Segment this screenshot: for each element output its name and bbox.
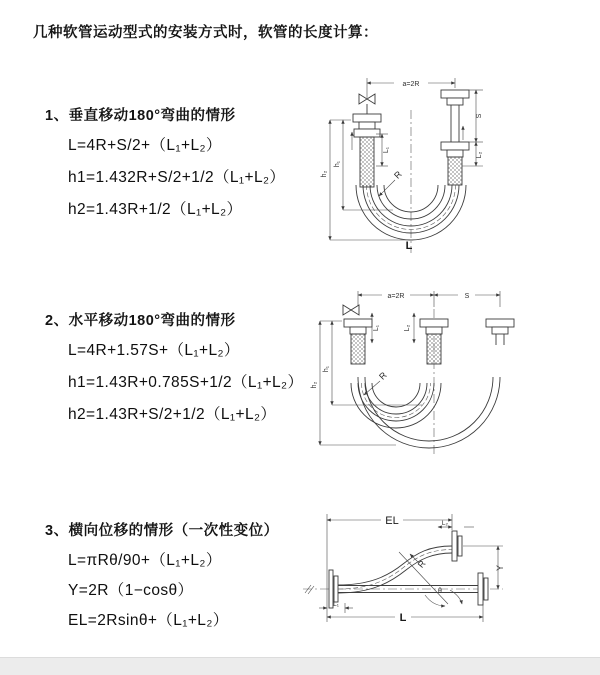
dimension-s: [434, 293, 500, 300]
dim-label-l1: L₁: [373, 324, 380, 332]
dim-label-l2: L₂: [441, 520, 449, 527]
dim-label-a2r: a=2R: [387, 293, 405, 300]
section-1-formula-h1: h1=1.432R+S/2+1/2（L₁+L₂）: [68, 169, 286, 186]
dim-label-L: L: [399, 612, 407, 624]
dim-label-h2: h₂: [311, 381, 318, 389]
dim-label-h1: h₁: [334, 160, 341, 168]
angle-theta: [425, 588, 462, 606]
section-1-heading: 1、垂直移动180°弯曲的情形: [45, 108, 236, 124]
dimension-l1: [372, 313, 380, 343]
dimension-l1: [376, 134, 390, 166]
radius-construction: [399, 552, 448, 604]
radius-callout: [364, 370, 389, 395]
dim-label-s: S: [464, 293, 470, 300]
dim-label-r: R: [415, 558, 428, 570]
dim-label-l1: L₁: [333, 601, 339, 608]
dim-label-r: R: [392, 169, 404, 181]
right-braided-hose: [448, 157, 462, 185]
section-3-formula-L: L=πRθ/90+（L₁+L₂）: [68, 552, 222, 569]
u-bend-hose-position-2: [358, 377, 500, 448]
dimension-l1: [319, 601, 353, 613]
dim-label-L: L: [405, 240, 413, 252]
diagram-vertical-180-bend: [315, 70, 590, 260]
section-1-formula-L: L=4R+S/2+（L₁+L₂）: [68, 137, 222, 154]
section-3-formula-Y: Y=2R（1−cosθ）: [68, 582, 194, 599]
dimension-h1: [323, 321, 422, 405]
dim-label-a2r: a=2R: [402, 81, 420, 88]
section-2-heading: 2、水平移动180°弯曲的情形: [45, 313, 236, 329]
scan-bottom-edge: [0, 657, 600, 675]
radius-callout: [379, 169, 404, 196]
diagram-horizontal-180-bend: [310, 285, 595, 465]
dimension-l2: [404, 313, 414, 343]
section-2-formula-h1: h1=1.43R+0.785S+1/2（L₁+L₂）: [68, 374, 304, 391]
dim-label-l2: L₂: [404, 324, 411, 332]
right-flange: [486, 319, 514, 345]
s-curve-hose-displaced: [338, 546, 452, 593]
u-bend-hose-position-1: [351, 383, 441, 428]
left-braided-hose: [351, 334, 365, 364]
diagram-lateral-displacement: [298, 500, 598, 655]
valve-icon: [343, 305, 359, 315]
dimension-s: [469, 90, 483, 142]
dim-label-s: S: [476, 113, 483, 119]
left-flange: [353, 114, 381, 137]
left-flange: [344, 319, 372, 364]
left-braided-hose: [360, 137, 374, 187]
dimension-el: [327, 514, 452, 570]
right-pipe-assembly: [441, 90, 469, 185]
dim-label-l2: L₂: [476, 151, 483, 159]
section-3-formula-EL: EL=2Rsinθ+（L₁+L₂）: [68, 612, 229, 629]
middle-braided-hose: [427, 334, 441, 364]
dim-label-theta: θ: [438, 588, 442, 595]
page-title: 几种软管运动型式的安装方式时，软管的长度计算：: [33, 25, 378, 41]
dim-label-el: EL: [385, 515, 399, 527]
right-flange: [478, 573, 488, 605]
dim-label-h2: h₂: [321, 170, 328, 178]
dimension-a2r: [358, 291, 500, 307]
middle-flange: [420, 319, 448, 364]
section-3-heading: 3、横向位移的情形（一次性变位）: [45, 523, 279, 539]
dim-label-r: R: [377, 370, 389, 382]
section-2-formula-L: L=4R+1.57S+（L₁+L₂）: [68, 342, 240, 359]
section-1-formula-h2: h2=1.43R+1/2（L₁+L₂）: [68, 201, 243, 218]
dimension-l2: [438, 520, 474, 527]
section-2-formula-h2: h2=1.43R+S/2+1/2（L₁+L₂）: [68, 406, 277, 423]
dim-label-l1: L₁: [383, 146, 390, 154]
upper-right-flange: [452, 531, 462, 561]
dimension-l: [327, 570, 483, 624]
dim-label-h1: h₁: [323, 365, 330, 373]
dim-label-y: Y: [495, 564, 505, 572]
